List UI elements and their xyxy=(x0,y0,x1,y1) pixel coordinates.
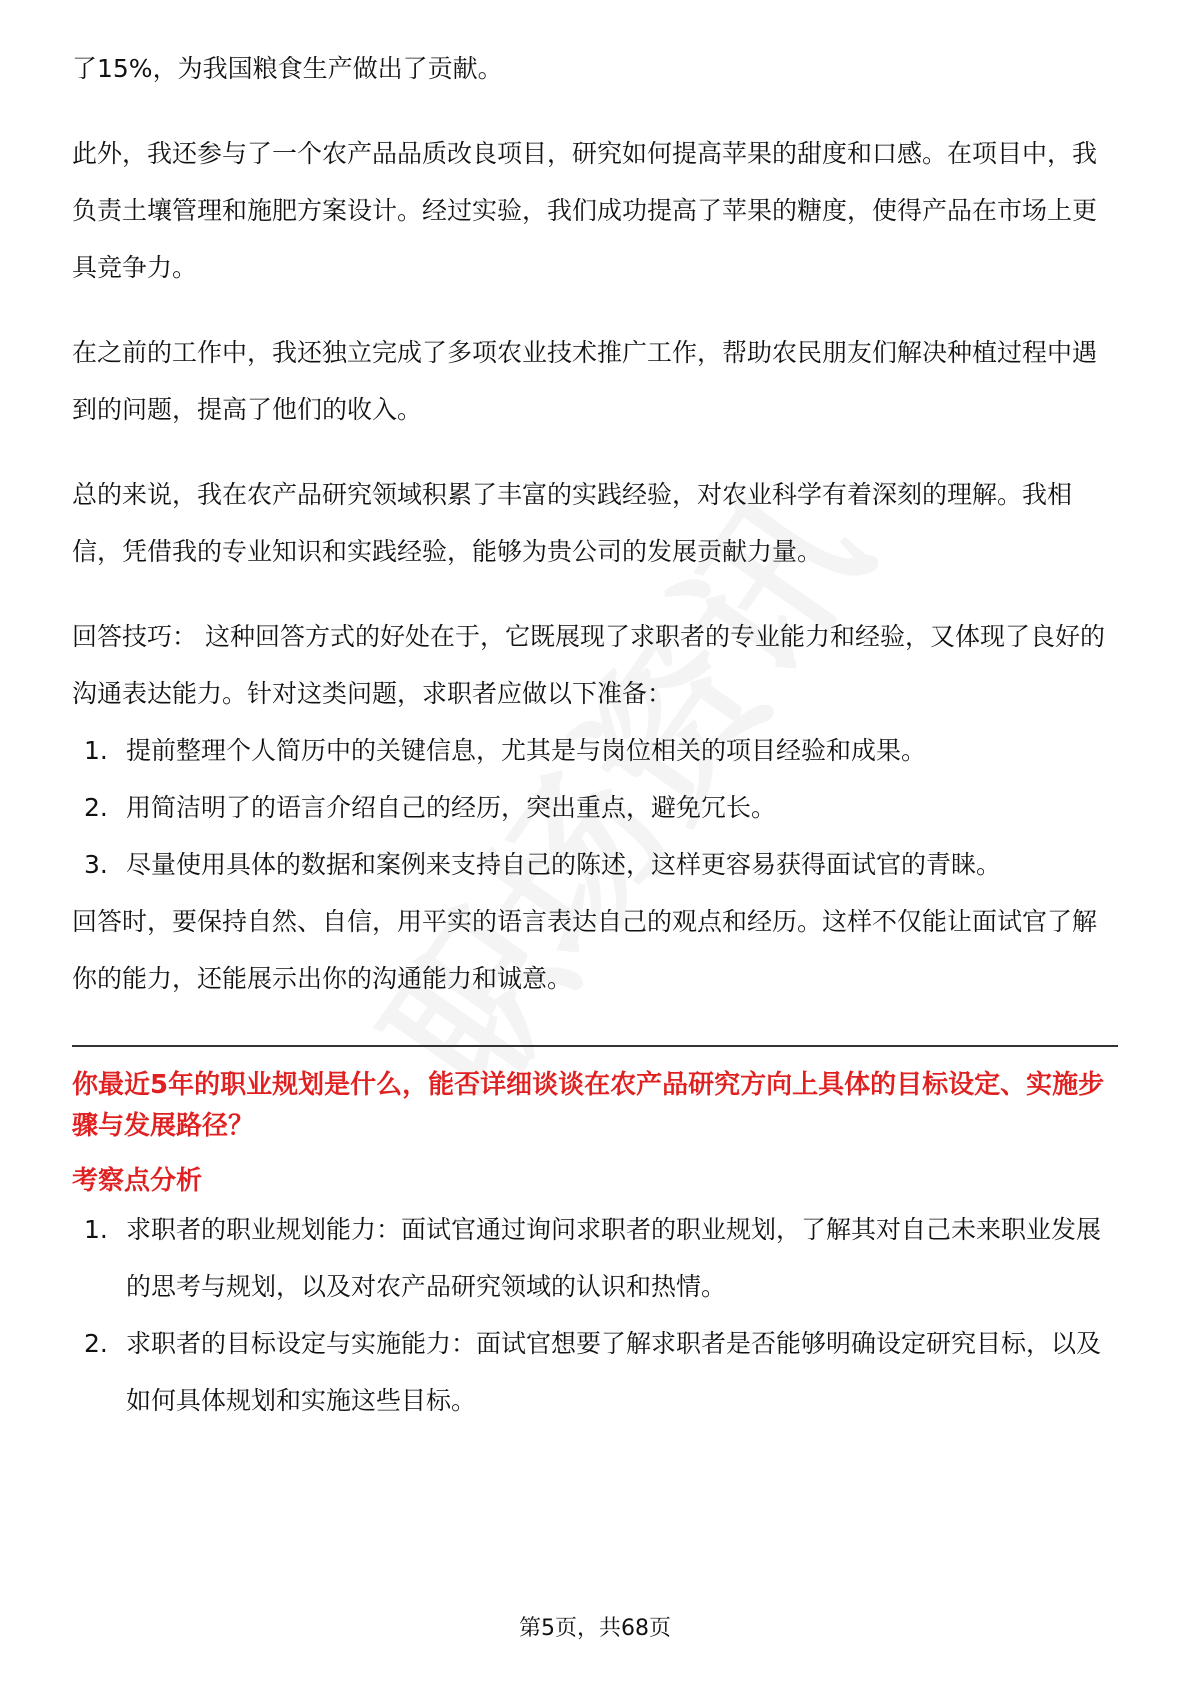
tips-list xyxy=(72,722,1118,893)
list-item-text: 提前整理个人简历中的关键信息，尤其是与岗位相关的项目经验和成果。 xyxy=(126,736,927,765)
list-item-text: 用简洁明了的语言介绍自己的经历，突出重点，避免冗长。 xyxy=(126,793,777,822)
list-item-text: 尽量使用具体的数据和案例来支持自己的陈述，这样更容易获得面试官的青睐。 xyxy=(126,850,1002,879)
section-divider xyxy=(72,1045,1118,1047)
list-item xyxy=(72,1315,1118,1429)
paragraph: 总的来说，我在农产品研究领域积累了丰富的实践经验，对农业科学有着深刻的理解。我相信，凭借我的专业知识和实践经验，能够为贵公司的发展贡献力量。 xyxy=(72,480,1073,566)
answer-tips-paragraph: 回答技巧： 这种回答方式的好处在于，它既展现了求职者的专业能力和经验，又体现了良好的沟通表达能力。针对这类问题，求职者应做以下准备： xyxy=(72,622,1105,708)
list-number: 2. xyxy=(84,793,108,822)
paragraph: 此外，我还参与了一个农产品品质改良项目，研究如何提高苹果的甜度和口感。在项目中，我负责土壤管理和施肥方案设计。经过实验，我们成功提高了苹果的糖度，使得产品在市场上更具竞争力。 xyxy=(72,139,1098,282)
paragraph: 在之前的工作中，我还独立完成了多项农业技术推广工作，帮助农民朋友们解决种植过程中遇到的问题，提高了他们的收入。 xyxy=(72,338,1098,424)
list-item xyxy=(72,779,1118,836)
list-number: 2. xyxy=(84,1329,108,1358)
list-item-text: 求职者的目标设定与实施能力：面试官想要了解求职者是否能够明确设定研究目标，以及如何具体规划和实施这些目标。 xyxy=(126,1329,1102,1415)
analysis-list xyxy=(72,1201,1118,1429)
list-item xyxy=(72,836,1118,893)
closing-paragraph: 回答时，要保持自然、自信，用平实的语言表达自己的观点和经历。这样不仅能让面试官了解你的能力，还能展示出你的沟通能力和诚意。 xyxy=(72,907,1098,993)
question-heading: 你最近5年的职业规划是什么，能否详细谈谈在农产品研究方向上具体的目标设定、实施步骤与发展路径？ xyxy=(72,1070,1105,1141)
page-number-footer: 第5页，共68页 xyxy=(519,1616,671,1641)
list-number: 3. xyxy=(84,850,108,879)
analysis-heading: 考察点分析 xyxy=(72,1166,203,1196)
paragraph: 了15%，为我国粮食生产做出了贡献。 xyxy=(72,54,503,83)
page-content xyxy=(72,40,1118,1429)
list-item-text: 求职者的职业规划能力：面试官通过询问求职者的职业规划，了解其对自己未来职业发展的思考与规划，以及对农产品研究领域的认识和热情。 xyxy=(126,1215,1102,1301)
list-number: 1. xyxy=(84,1215,108,1244)
list-number: 1. xyxy=(84,736,108,765)
list-item xyxy=(72,722,1118,779)
list-item xyxy=(72,1201,1118,1315)
